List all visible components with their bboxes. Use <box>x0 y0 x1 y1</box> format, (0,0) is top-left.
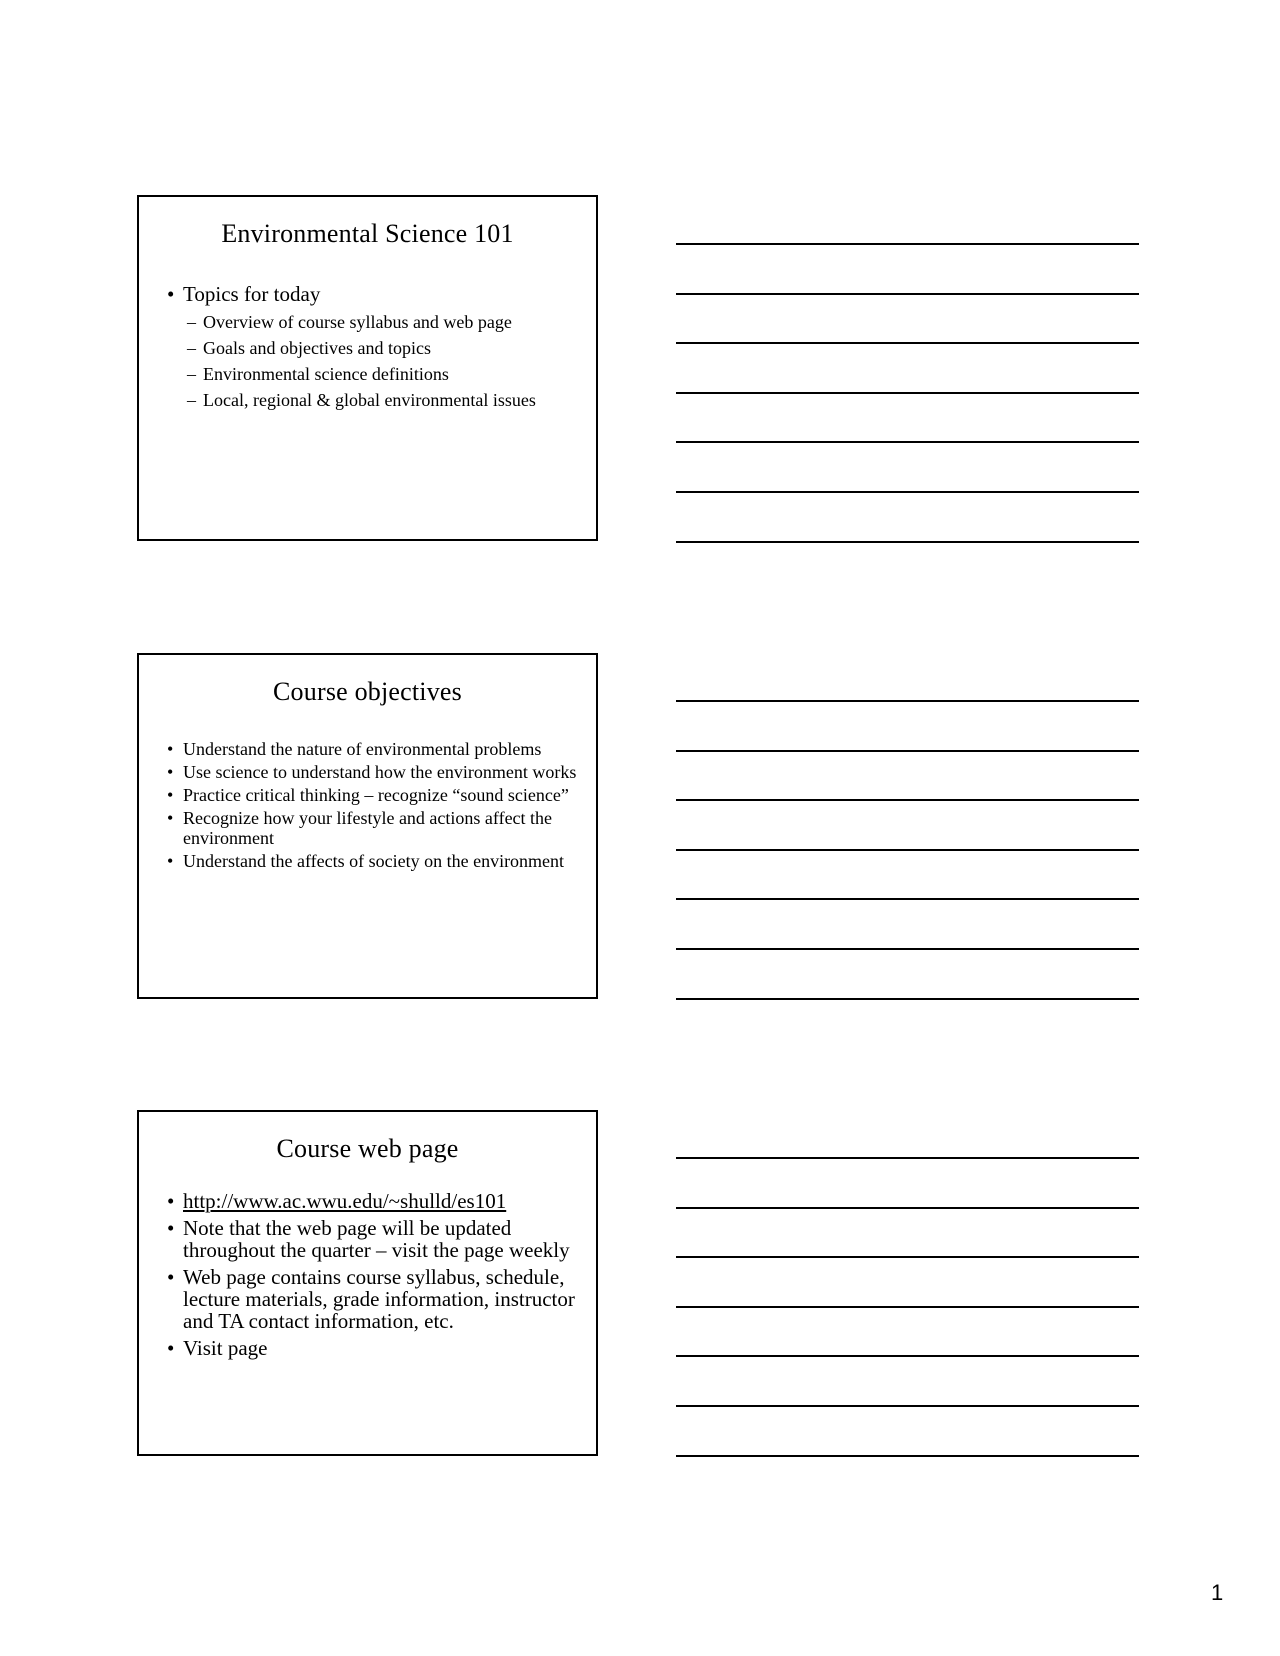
course-url-link[interactable]: http://www.ac.wwu.edu/~shulld/es101 <box>183 1189 507 1213</box>
note-line <box>676 491 1139 493</box>
note-line <box>676 1405 1139 1407</box>
bullet-list <box>165 739 578 874</box>
note-line <box>676 1355 1139 1357</box>
slide-title: Course web page <box>276 1134 459 1163</box>
bullet-item: • Visit page <box>165 1337 578 1359</box>
note-line <box>676 1157 1139 1159</box>
bullet-item: • Note that the web page will be updated throughout the quarter – visit the page weekly <box>165 1217 578 1261</box>
bullet-item <box>165 1190 578 1212</box>
note-line <box>676 293 1139 295</box>
note-line <box>676 1207 1139 1209</box>
note-line <box>676 1256 1139 1258</box>
slide-course-objectives <box>137 653 598 999</box>
bullet-item: • Topics for today <box>165 279 578 309</box>
note-line <box>676 1306 1139 1308</box>
sub-bullet-item: – Goals and objectives and topics <box>165 335 578 361</box>
note-line <box>676 541 1139 543</box>
note-line <box>676 998 1139 1000</box>
sub-bullet-item: – Environmental science definitions <box>165 361 578 387</box>
bullet-item: • Practice critical thinking – recognize “sound science” <box>165 785 578 805</box>
note-line <box>676 392 1139 394</box>
note-line <box>676 898 1139 900</box>
note-line <box>676 750 1139 752</box>
note-line <box>676 1455 1139 1457</box>
bullet-item: • Use science to understand how the environment works <box>165 762 578 782</box>
page-number: 1 <box>1211 1580 1224 1605</box>
note-line <box>676 799 1139 801</box>
bullet-list <box>165 279 578 413</box>
note-line <box>676 243 1139 245</box>
note-line <box>676 849 1139 851</box>
note-line <box>676 441 1139 443</box>
bullet-item: • Web page contains course syllabus, schedule, lecture materials, grade information, instructor and TA contact information, etc. <box>165 1266 578 1332</box>
note-line <box>676 342 1139 344</box>
sub-bullet-item: – Local, regional & global environmental issues <box>165 387 578 413</box>
bullet-list <box>165 1190 578 1364</box>
note-line <box>676 700 1139 702</box>
slide-title: Course objectives <box>273 677 462 706</box>
slide-environmental-science-101 <box>137 195 598 541</box>
bullet-item: • Understand the affects of society on the environment <box>165 851 578 871</box>
note-line <box>676 948 1139 950</box>
bullet-item: • Recognize how your lifestyle and actions affect the environment <box>165 808 578 848</box>
slide-title: Environmental Science 101 <box>221 219 514 248</box>
slide-course-web-page <box>137 1110 598 1456</box>
sub-bullet-item: – Overview of course syllabus and web page <box>165 309 578 335</box>
bullet-item: • Understand the nature of environmental problems <box>165 739 578 759</box>
